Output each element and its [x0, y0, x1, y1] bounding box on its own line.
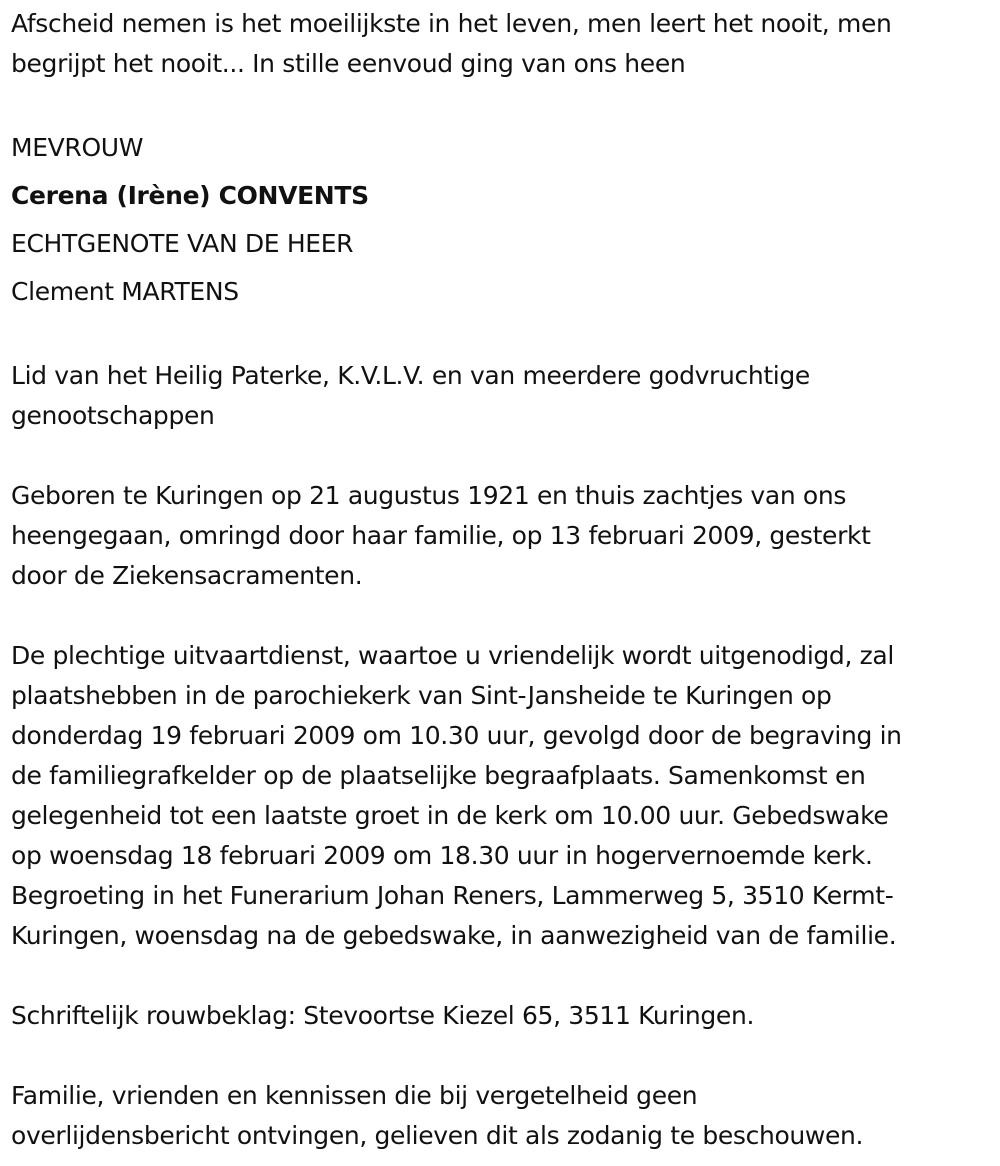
deceased-block — [11, 124, 990, 316]
membership-paragraph — [11, 356, 990, 436]
intro-line-2: begrijpt het nooit... In stille eenvoud ging van ons heen — [11, 49, 686, 78]
spacer — [11, 1036, 990, 1076]
ceremony-line-3: donderdag 19 februari 2009 om 10.30 uur, gevolgd door de begraving in — [11, 721, 902, 750]
ceremony-line-7: Begroeting in het Funerarium Johan Reners, Lammerweg 5, 3510 Kermt- — [11, 881, 894, 910]
membership-line-1: Lid van het Heilig Paterke, K.V.L.V. en van meerdere godvruchtige — [11, 361, 810, 390]
condolence-paragraph — [11, 996, 990, 1036]
deceased-name: Cerena (Irène) CONVENTS — [11, 181, 369, 210]
closing-line-1: Familie, vrienden en kennissen die bij vergetelheid geen — [11, 1081, 698, 1110]
ceremony-line-8: Kuringen, woensdag na de gebedswake, in aanwezigheid van de familie. — [11, 921, 897, 950]
ceremony-line-6: op woensdag 18 februari 2009 om 18.30 uur in hogervernoemde kerk. — [11, 841, 873, 870]
honorific: MEVROUW — [11, 133, 144, 162]
intro-line-1: Afscheid nemen is het moeilijkste in het leven, men leert het nooit, men — [11, 9, 892, 38]
birth-death-line-2: heengegaan, omringd door haar familie, op 13 februari 2009, gesterkt — [11, 521, 871, 550]
spacer — [11, 596, 990, 636]
intro-paragraph — [11, 4, 990, 84]
membership-line-2: genootschappen — [11, 401, 215, 430]
ceremony-line-2: plaatshebben in de parochiekerk van Sint-Jansheide te Kuringen op — [11, 681, 832, 710]
spacer — [11, 956, 990, 996]
birth-death-line-3: door de Ziekensacramenten. — [11, 561, 363, 590]
relation-line: ECHTGENOTE VAN DE HEER — [11, 229, 354, 258]
closing-line-2: overlijdensbericht ontvingen, gelieven dit als zodanig te beschouwen. — [11, 1121, 864, 1150]
birth-death-paragraph — [11, 476, 990, 596]
spacer — [11, 84, 990, 124]
spouse-name: Clement MARTENS — [11, 277, 239, 306]
ceremony-paragraph — [11, 636, 990, 956]
closing-paragraph — [11, 1076, 990, 1156]
spacer — [11, 316, 990, 356]
birth-death-line-1: Geboren te Kuringen op 21 augustus 1921 en thuis zachtjes van ons — [11, 481, 847, 510]
spacer — [11, 436, 990, 476]
ceremony-line-1: De plechtige uitvaartdienst, waartoe u vriendelijk wordt uitgenodigd, zal — [11, 641, 894, 670]
condolence-line: Schriftelijk rouwbeklag: Stevoortse Kiezel 65, 3511 Kuringen. — [11, 1001, 755, 1030]
ceremony-line-5: gelegenheid tot een laatste groet in de kerk om 10.00 uur. Gebedswake — [11, 801, 889, 830]
ceremony-line-4: de familiegrafkelder op de plaatselijke begraafplaats. Samenkomst en — [11, 761, 866, 790]
